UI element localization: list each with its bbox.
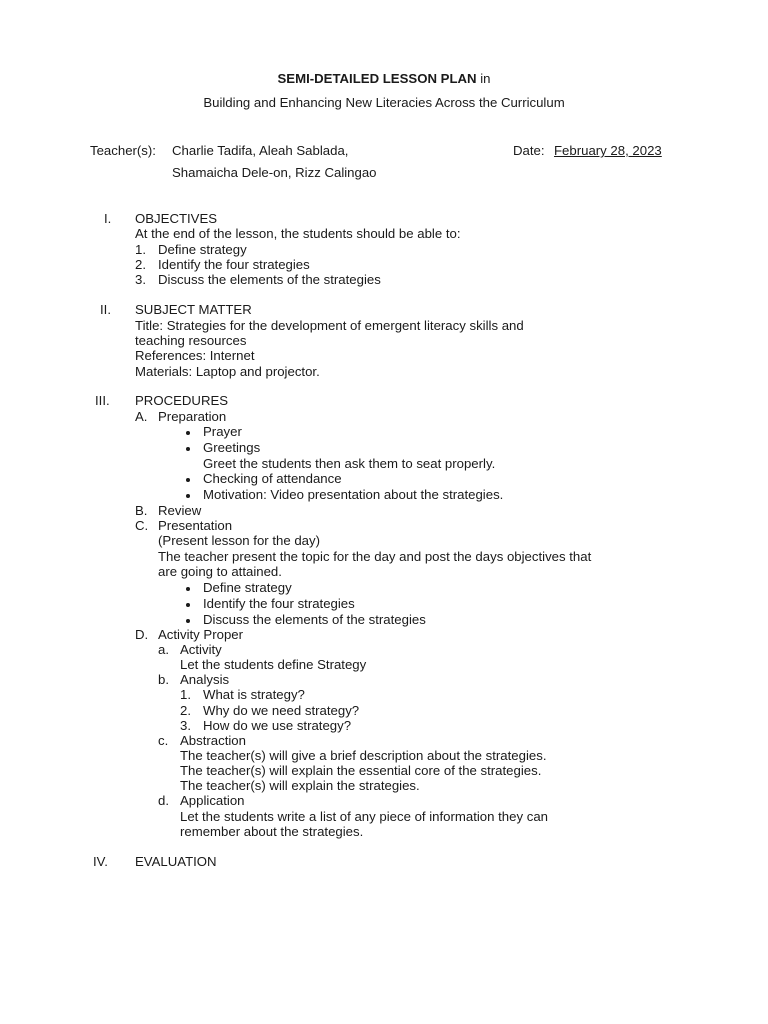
- objectives-intro: At the end of the lesson, the students should be able to:: [135, 226, 461, 241]
- teachers-line-1: Charlie Tadifa, Aleah Sablada,: [172, 143, 349, 158]
- document-subtitle: Building and Enhancing New Literacies Across the Curriculum: [203, 95, 565, 110]
- procedure-letter: D.: [135, 627, 149, 642]
- objective-num: 1.: [135, 242, 146, 257]
- teachers-line-2: Shamaicha Dele-on, Rizz Calingao: [172, 165, 377, 180]
- bullet-icon: [186, 431, 190, 435]
- application-label: Application: [180, 793, 245, 808]
- abstraction-line: The teacher(s) will explain the strategies.: [180, 778, 420, 793]
- bullet-icon: [186, 447, 190, 451]
- presentation-bullet-text: Discuss the elements of the strategies: [203, 612, 426, 627]
- analysis-label: Analysis: [180, 672, 230, 687]
- bullet-icon: [186, 494, 190, 498]
- presentation-note: (Present lesson for the day): [158, 533, 320, 548]
- subject-numeral: II.: [100, 302, 111, 317]
- title-bold: SEMI-DETAILED LESSON PLAN: [277, 71, 477, 86]
- subject-materials: Materials: Laptop and projector.: [135, 364, 320, 379]
- bullet-icon: [186, 603, 190, 607]
- teacher-label: Teacher(s):: [90, 143, 156, 158]
- sub-letter: b.: [158, 672, 169, 687]
- subject-title-line-2: teaching resources: [135, 333, 247, 348]
- question-text: Why do we need strategy?: [203, 703, 360, 718]
- objectives-heading: OBJECTIVES: [135, 211, 218, 226]
- activity-note: Let the students define Strategy: [180, 657, 367, 672]
- date-label: Date:: [513, 143, 545, 158]
- objective-num: 3.: [135, 272, 146, 287]
- document-title: [0, 71, 768, 87]
- objective-text: Identify the four strategies: [158, 257, 310, 272]
- subject-title-line-1: Title: Strategies for the development of emergent literacy skills and: [135, 318, 524, 333]
- question-text: How do we use strategy?: [203, 718, 352, 733]
- procedure-letter: B.: [135, 503, 148, 518]
- procedure-letter: A.: [135, 409, 148, 424]
- presentation-bullet-text: Define strategy: [203, 580, 292, 595]
- objective-text: Define strategy: [158, 242, 247, 257]
- date-value: February 28, 2023: [554, 143, 662, 158]
- objectives-numeral: I.: [104, 211, 112, 226]
- question-num: 3.: [180, 718, 191, 733]
- procedures-heading: PROCEDURES: [135, 393, 229, 408]
- bullet-icon: [186, 587, 190, 591]
- sub-letter: c.: [158, 733, 169, 748]
- subject-heading: SUBJECT MATTER: [135, 302, 252, 317]
- bullet-icon: [186, 478, 190, 482]
- abstraction-label: Abstraction: [180, 733, 246, 748]
- activity-proper-label: Activity Proper: [158, 627, 244, 642]
- question-text: What is strategy?: [203, 687, 305, 702]
- application-line: remember about the strategies.: [180, 824, 364, 839]
- title-suffix: in: [480, 71, 491, 86]
- activity-label: Activity: [180, 642, 222, 657]
- presentation-label: Presentation: [158, 518, 233, 533]
- abstraction-line: The teacher(s) will give a brief description about the strategies.: [180, 748, 547, 763]
- preparation-label: Preparation: [158, 409, 227, 424]
- sub-letter: a.: [158, 642, 169, 657]
- sub-letter: d.: [158, 793, 169, 808]
- evaluation-numeral: IV.: [93, 854, 108, 869]
- review-label: Review: [158, 503, 202, 518]
- prep-bullet-text: Motivation: Video presentation about the strategies.: [203, 487, 504, 502]
- objective-text: Discuss the elements of the strategies: [158, 272, 381, 287]
- presentation-note: are going to attained.: [158, 564, 282, 579]
- bullet-icon: [186, 619, 190, 623]
- presentation-bullet-text: Identify the four strategies: [203, 596, 355, 611]
- prep-bullet-text: Greetings: [203, 440, 261, 455]
- presentation-note: The teacher present the topic for the day and post the days objectives that: [158, 549, 592, 564]
- subject-references: References: Internet: [135, 348, 255, 363]
- question-num: 2.: [180, 703, 191, 718]
- prep-bullet-text: Prayer: [203, 424, 242, 439]
- question-num: 1.: [180, 687, 191, 702]
- abstraction-line: The teacher(s) will explain the essential core of the strategies.: [180, 763, 542, 778]
- procedures-numeral: III.: [95, 393, 110, 408]
- procedure-letter: C.: [135, 518, 149, 533]
- objective-num: 2.: [135, 257, 146, 272]
- evaluation-heading: EVALUATION: [135, 854, 217, 869]
- prep-bullet-text: Checking of attendance: [203, 471, 342, 486]
- application-line: Let the students write a list of any piece of information they can: [180, 809, 548, 824]
- greet-note: Greet the students then ask them to seat properly.: [203, 456, 496, 471]
